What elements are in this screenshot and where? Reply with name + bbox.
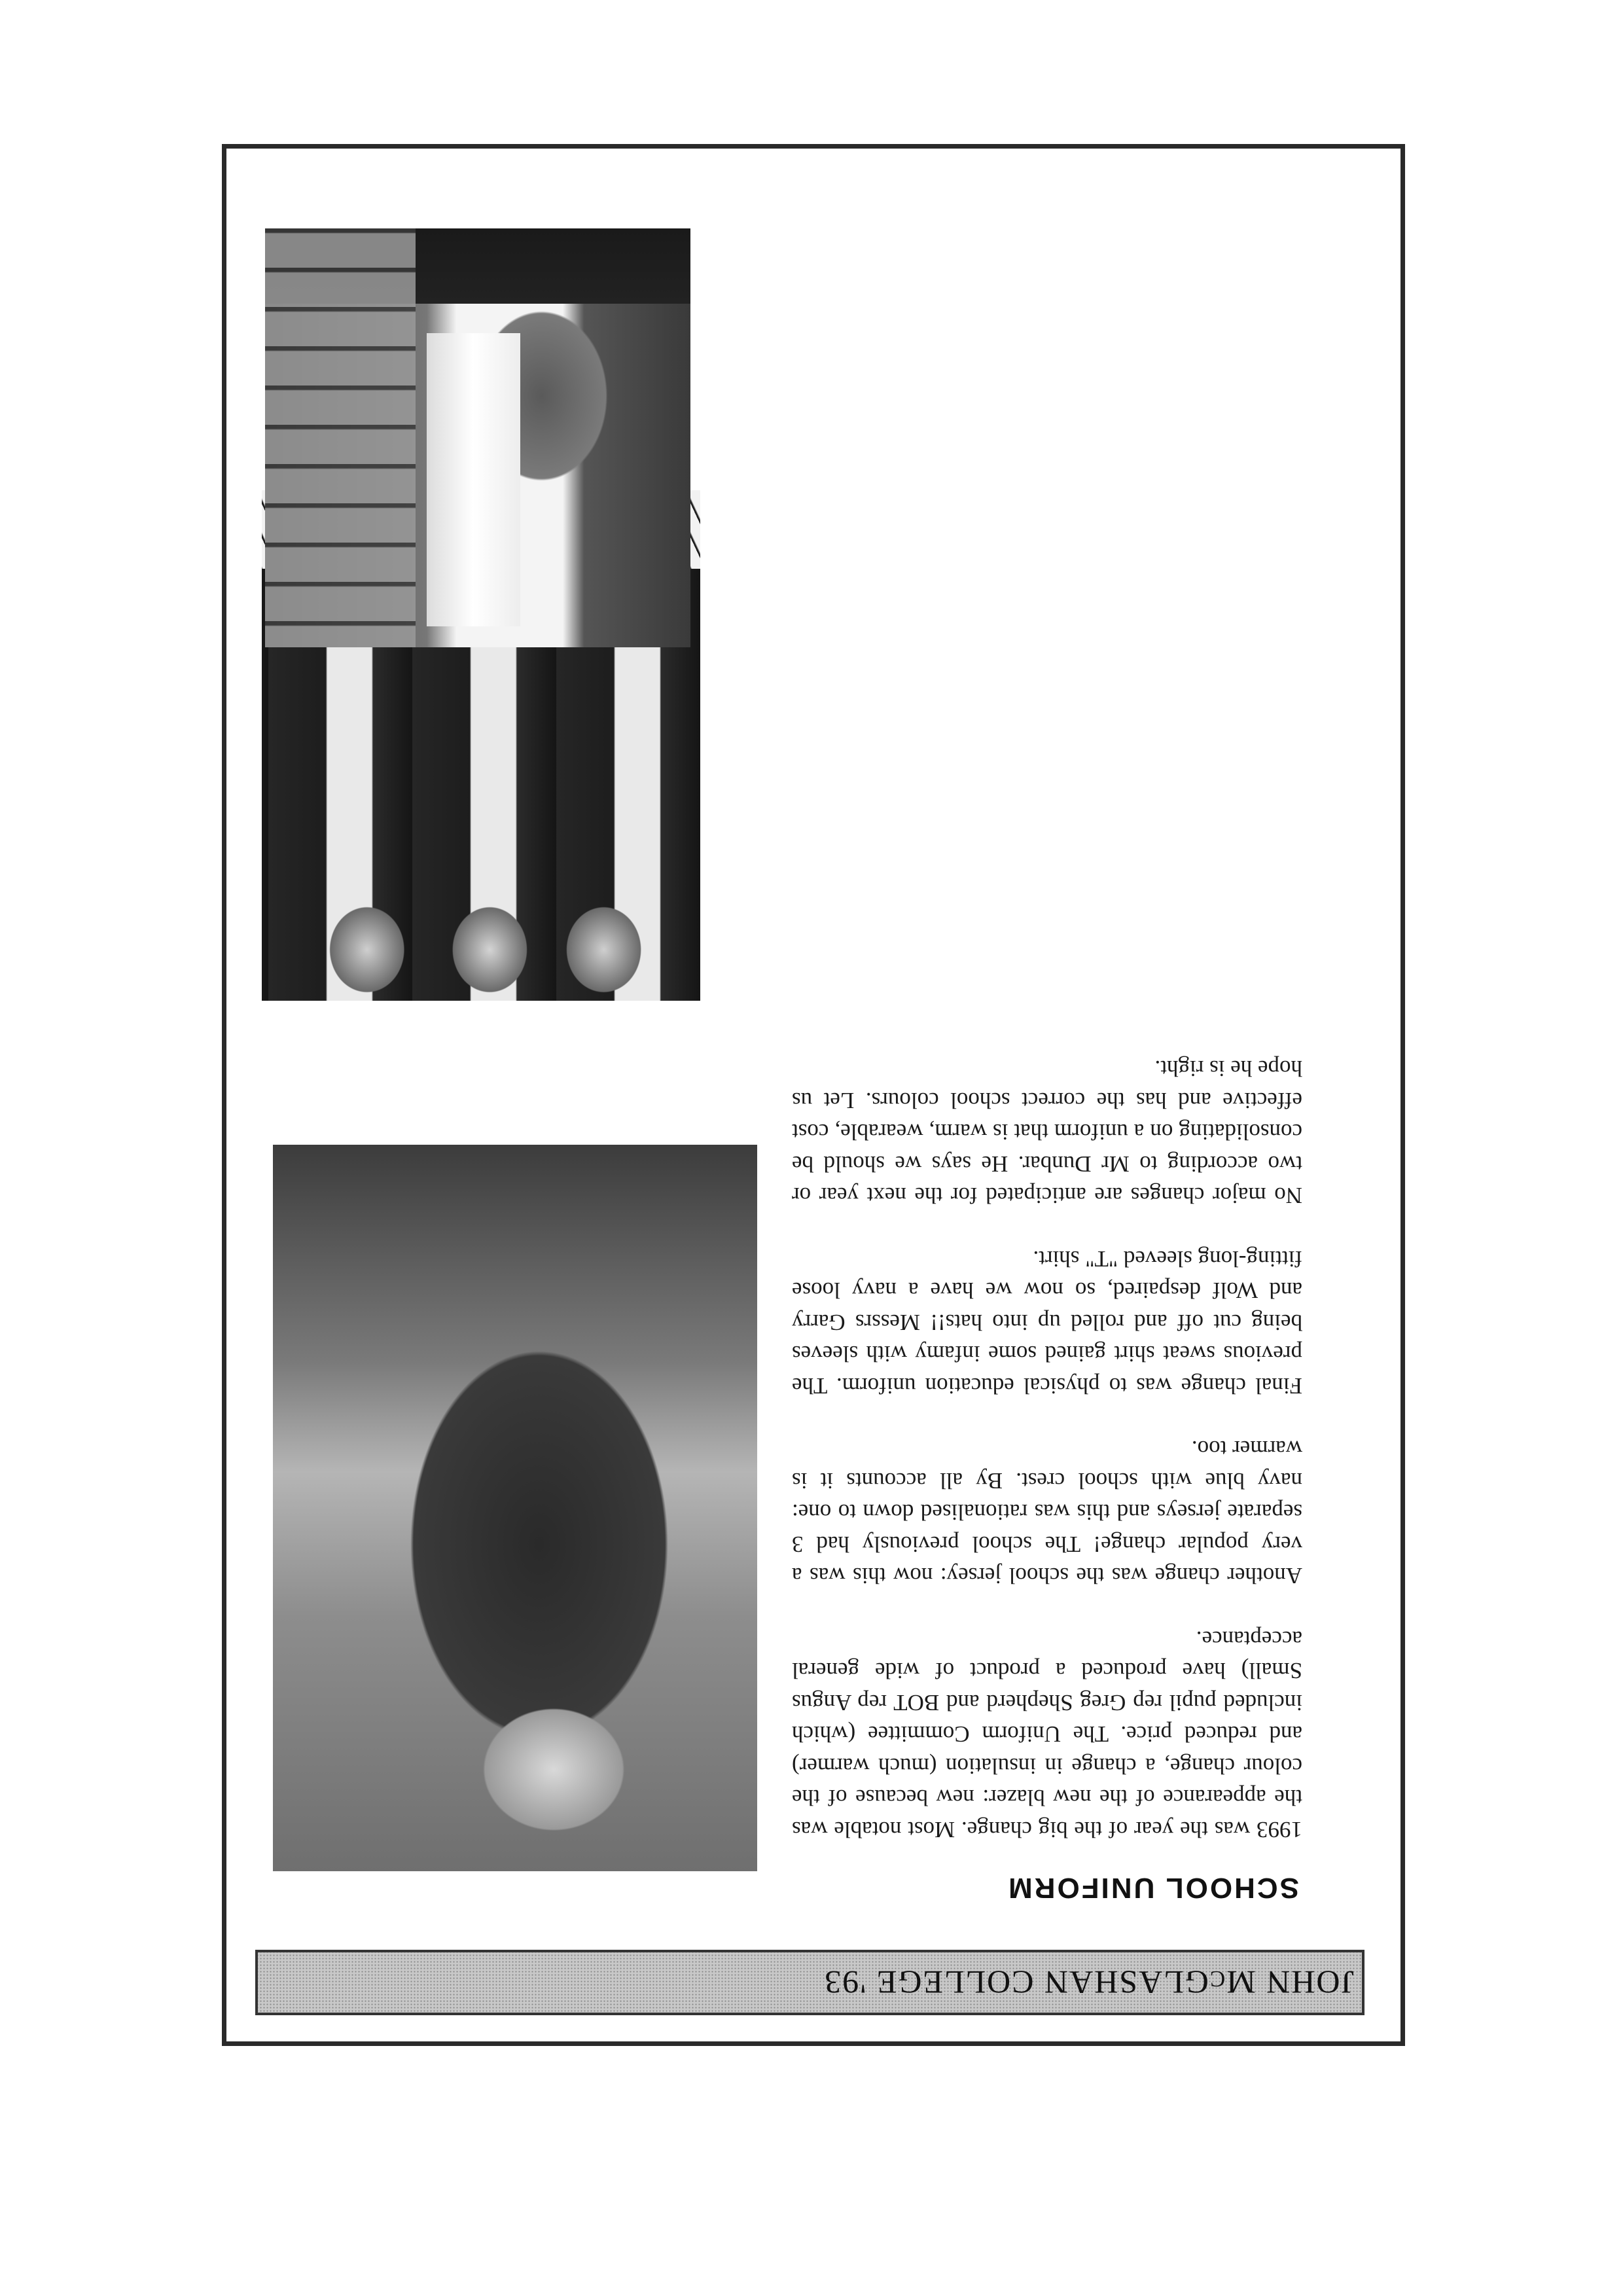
article-paragraph: Another change was the school jersey: now this was a very popular change! The school previously had 3 separate jerseys and this was rationalised down to one: navy blue with school crest. By all accounts it is warmer too.: [792, 1436, 1302, 1589]
article-body: [792, 1021, 1302, 1845]
article-paragraph: 1993 was the year of the big change. Most notable was the appearance of the new blazer: new because of the colour change, a change in insulation (much warmer) and reduced price. The Uniform Committee (which included pupil rep Greg Shepherd and BOT rep Angus Small) have produced a product of wide general acceptance.: [792, 1626, 1302, 1842]
article-paragraph: No major changes are anticipated for the next year or two according to Mr Dunbar. He says we should be consolidating on a uniform that is warm, wearable, cost effective and has the correct school colours. Let us hope he is right.: [792, 1056, 1302, 1209]
page-border-frame: [222, 144, 1405, 2046]
photo-students-outdoors: [265, 228, 690, 647]
section-title: SCHOOL UNIFORM: [1007, 1872, 1299, 1904]
yearbook-header-banner: [255, 1950, 1364, 2015]
photo-student-in-uniform: [273, 1145, 757, 1871]
header-banner-text: JOHN McGLASHAN COLLEGE '93: [823, 1964, 1354, 2001]
article-paragraph: Final change was to physical education uniform. The previous sweat shirt gained some infamy with sleeves being cut off and rolled up into hats!! Messrs Garry and Wolf despaired, so now we have a navy loose fitting-long sleeved "T" shirt.: [792, 1246, 1302, 1399]
